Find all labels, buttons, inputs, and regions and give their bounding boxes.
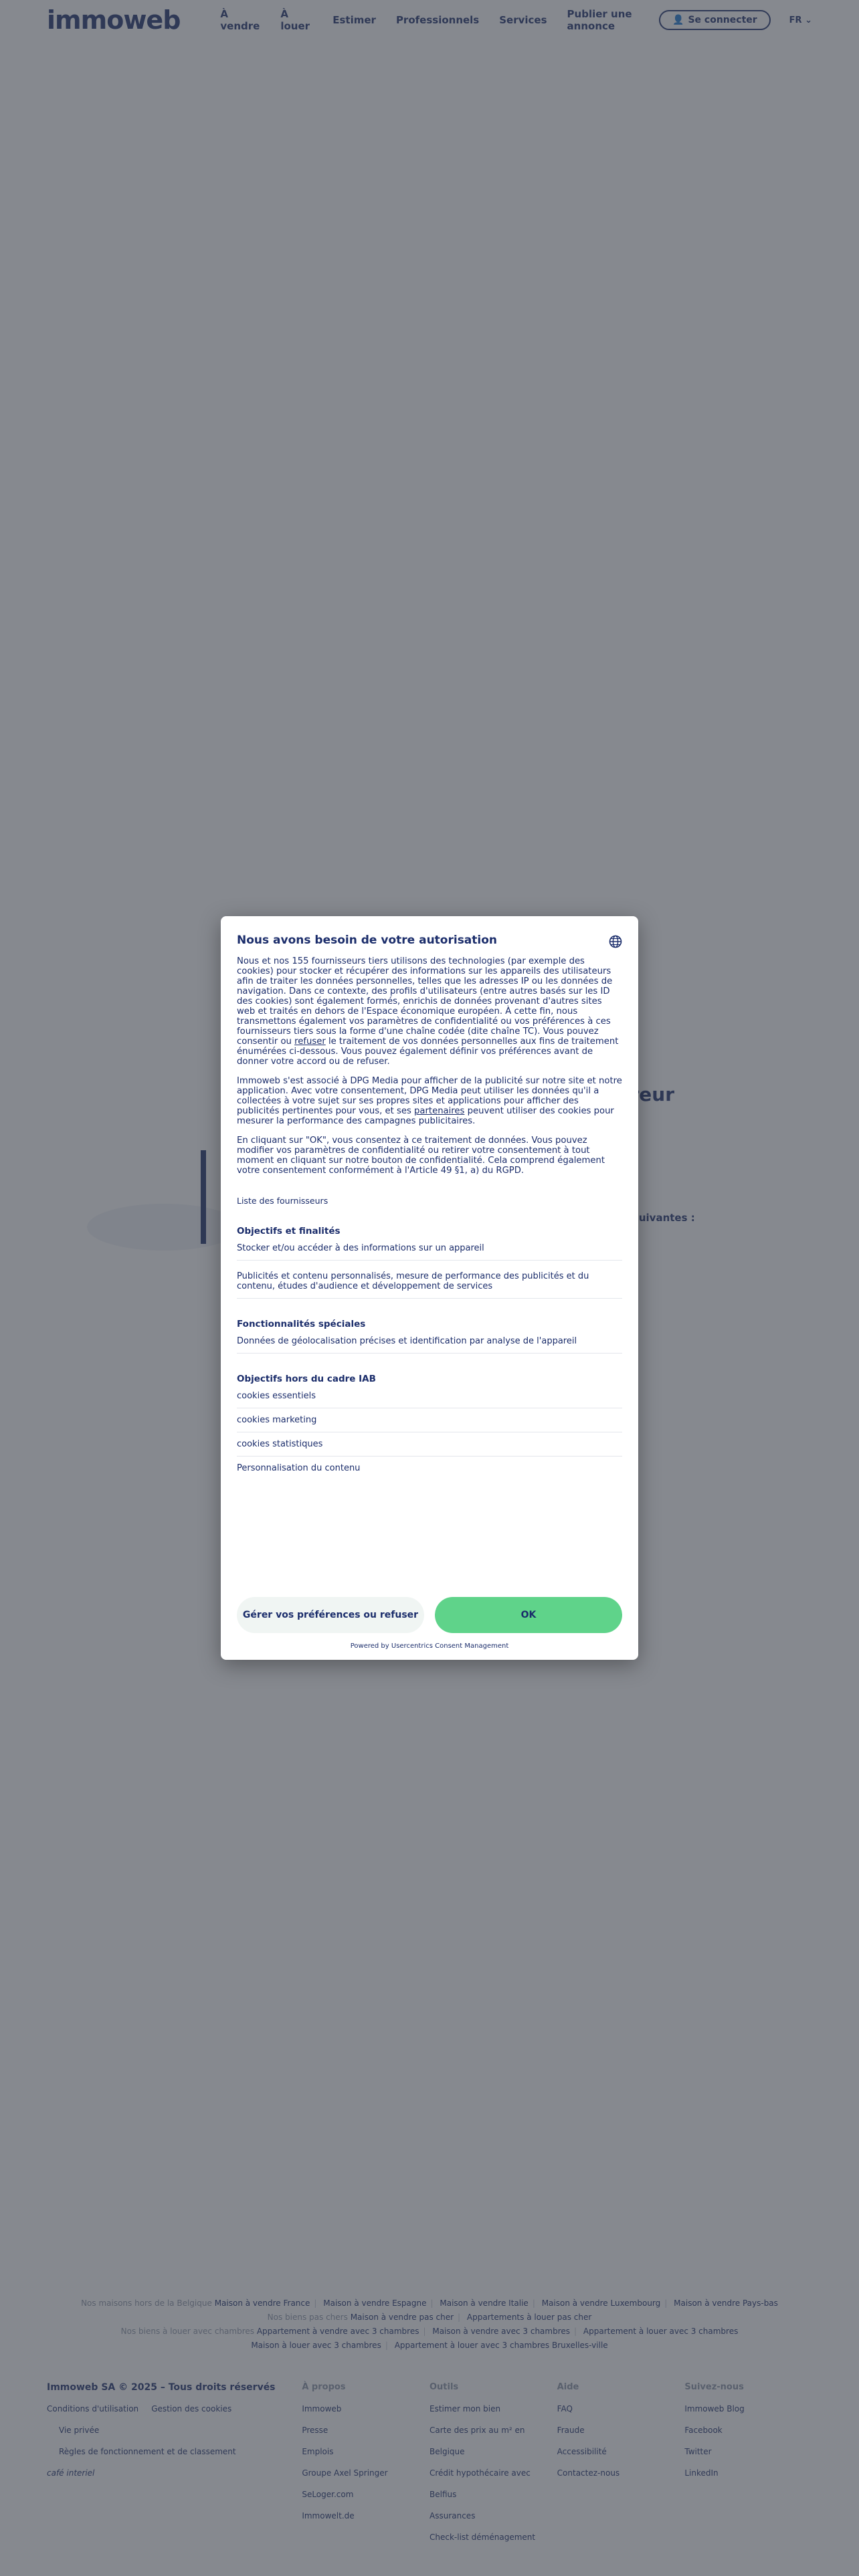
partners-link[interactable]: partenaires [414, 1106, 465, 1116]
purpose-item[interactable]: Données de géolocalisation précises et identification par analyse de l'appareil [237, 1329, 622, 1354]
purpose-item[interactable]: cookies essentiels [237, 1384, 622, 1408]
consent-text: Immoweb s'est associé à DPG Media pour afficher de la publicité sur notre site et notre application. Avec votre consentement, DPG Media peut utiliser les données qu'il a collectées à votre sujet sur ses propres sites et applications pour afficher des publicités pertinentes pour vous, et ses [237, 1076, 622, 1116]
consent-paragraph-2 [237, 1076, 622, 1126]
purpose-item[interactable]: Personnalisation du contenu [237, 1463, 361, 1473]
section-non-iab-title: Objectifs hors du cadre IAB [237, 1374, 376, 1384]
section-purposes-title: Objectifs et finalités [237, 1226, 341, 1237]
consent-text: Nous et nos 155 fournisseurs tiers utilisons des technologies (par exemple des cookies) pour stocker et récupérer des informations sur les appareils des utilisateurs afin de traiter les données personnelles, telles que les adresses IP ou les données de navigation. Dans ce contexte, des profils d'utilisateurs (entre autres basés sur les ID des cookies) sont également formés, enrichis de données provenant d'autres sites web et traités en dehors de l'Espace économique européen. À cette fin, nous transmettons également vos paramètres de confidentialité ou vos préférences à ces fournisseurs tiers sous la forme d'une chaîne codée (dite chaîne TC). Vous pouvez consentir ou [237, 956, 613, 1047]
vendors-list-link[interactable]: Liste des fournisseurs [237, 1196, 328, 1206]
consent-dialog [221, 916, 638, 1660]
powered-by-text: Powered by Usercentrics Consent Management [350, 1642, 509, 1650]
purpose-item[interactable]: cookies marketing [237, 1408, 622, 1432]
consent-paragraph-3: En cliquant sur "OK", vous consentez à ce traitement de données. Vous pouvez modifier vos paramètres de confidentialité ou retirer votre consentement à tout moment en cliquant sur notre bouton de confidentialité. Cela comprend également votre consentement conformément à l'Article 49 §1, a) du RGPD. [237, 1136, 605, 1176]
consent-text: le traitement de vos données personnelles aux fins de traitement énumérées ci-dessous. Vous pouvez également définir vos préférences avant de donner votre accord ou de refuser. [237, 1037, 619, 1067]
consent-title: Nous avons besoin de votre autorisation [237, 934, 498, 947]
section-special-features-title: Fonctionnalités spéciales [237, 1319, 366, 1329]
refuse-link[interactable]: refuser [294, 1037, 326, 1047]
purpose-item[interactable]: cookies statistiques [237, 1432, 622, 1457]
consent-buttons [237, 1597, 622, 1633]
consent-text: peuvent utiliser des cookies pour mesurer la performance des campagnes publicitaires. [237, 1106, 614, 1126]
manage-preferences-button[interactable]: Gérer vos préférences ou refuser [237, 1597, 424, 1633]
purpose-item[interactable]: Stocker et/ou accéder à des informations sur un appareil [237, 1237, 622, 1261]
language-globe-icon[interactable] [609, 935, 622, 948]
consent-paragraph-1 [237, 956, 622, 1067]
purpose-item[interactable]: Publicités et contenu personnalisés, mesure de performance des publicités et du contenu, études d'audience et développement de services [237, 1261, 622, 1299]
accept-ok-button[interactable]: OK [435, 1597, 622, 1633]
